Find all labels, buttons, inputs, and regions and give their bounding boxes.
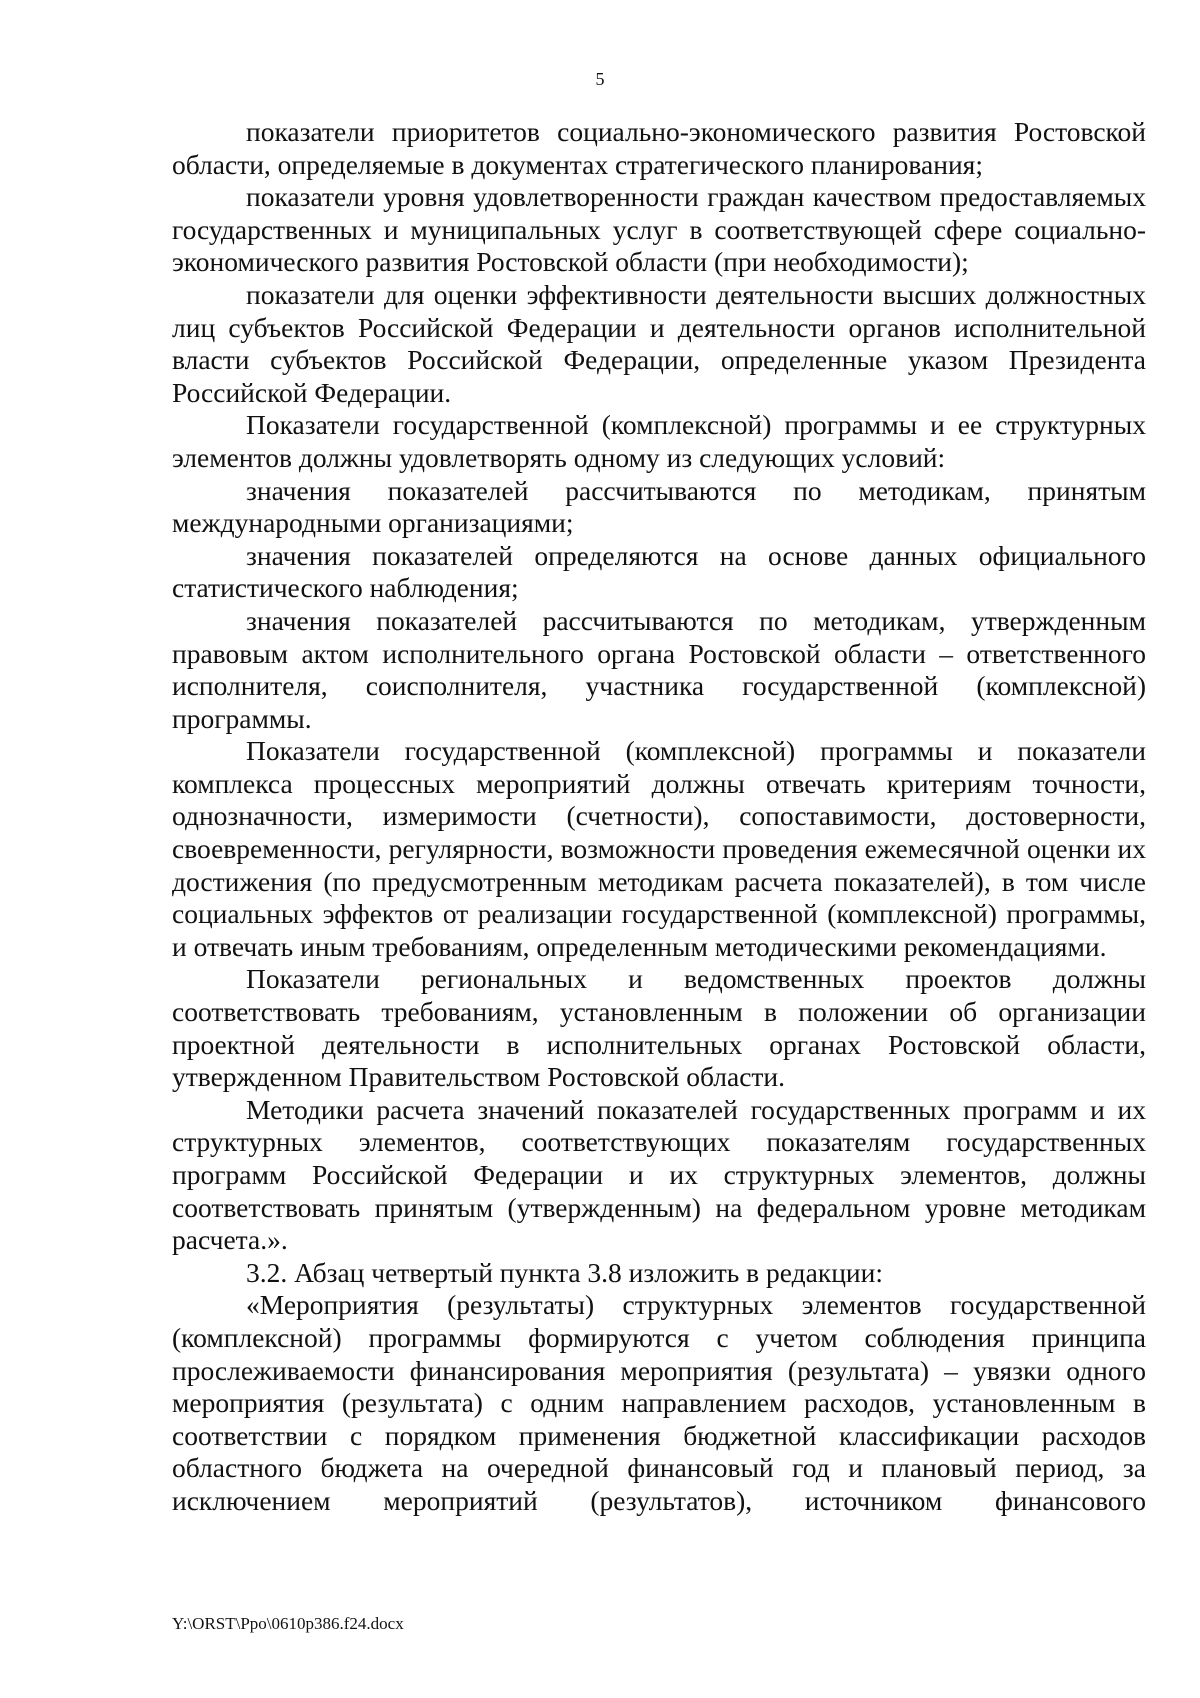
paragraph: 3.2. Абзац четвертый пункта 3.8 изложить в редакции: xyxy=(246,1256,883,1288)
paragraph: Показатели государственной (комплексной) программы и показатели комплекса процессных мероприятий должны отвечать критериям точности, однозначности, измеримости (счетности), сопоставимости, достоверности, своевременности, регулярности, возможности проведения ежемесячной оценки их достижения (по предусмотренным методикам расчета показателей), в том числе социальных эффектов от реализации государственной (комплексной) программы, и отвечать иным требованиям, определенным методическими рекомендациями. xyxy=(172,735,1146,962)
footer-file-path: Y:\ORST\Ppo\0610p386.f24.docx xyxy=(172,1614,404,1633)
paragraph: «Мероприятия (результаты) структурных элементов государственной (комплексной) программы формируются с учетом соблюдения принципа прослеживаемости финансирования мероприятия (результата) – увязки одного мероприятия (результата) с одним направлением расходов, установленным в соответствии с порядком применения бюджетной классификации расходов областного бюджета на очередной финансовый год и плановый период, за исключением мероприятий (результатов), источником финансового xyxy=(172,1289,1146,1516)
paragraph: Показатели региональных и ведомственных проектов должны соответствовать требованиям, установленным в положении об организации проектной деятельности в исполнительных органах Ростовской области, утвержденном Правительством Ростовской области. xyxy=(172,963,1146,1093)
document-body xyxy=(172,116,1146,1518)
paragraph: Показатели государственной (комплексной) программы и ее структурных элементов должны удовлетворять одному из следующих условий: xyxy=(172,409,1146,473)
paragraph: показатели приоритетов социально-экономического развития Ростовской области, определяемые в документах стратегического планирования; xyxy=(172,116,1146,180)
paragraph: показатели для оценки эффективности деятельности высших должностных лиц субъектов Российской Федерации и деятельности органов исполнительной власти субъектов Российской Федерации, определенные указом Президента Российской Федерации. xyxy=(172,278,1146,408)
paragraph: показатели уровня удовлетворенности граждан качеством предоставляемых государственных и муниципальных услуг в соответствующей сфере социально-экономического развития Ростовской области (при необходимости); xyxy=(172,181,1146,278)
paragraph: значения показателей рассчитываются по методикам, утвержденным правовым актом исполнительного органа Ростовской области – ответственного исполнителя, соисполнителя, участника государственной (комплексной) программы. xyxy=(172,604,1146,734)
paragraph: значения показателей определяются на основе данных официального статистического наблюдения; xyxy=(172,539,1146,604)
paragraph: Методики расчета значений показателей государственных программ и их структурных элементов, соответствующих показателям государственных программ Российской Федерации и их структурных элементов, должны соответствовать принятым (утвержденным) на федеральном уровне методикам расчета.». xyxy=(172,1093,1146,1256)
paragraph: значения показателей рассчитываются по методикам, принятым международными организациями; xyxy=(172,474,1146,539)
page-number: 5 xyxy=(595,69,605,89)
